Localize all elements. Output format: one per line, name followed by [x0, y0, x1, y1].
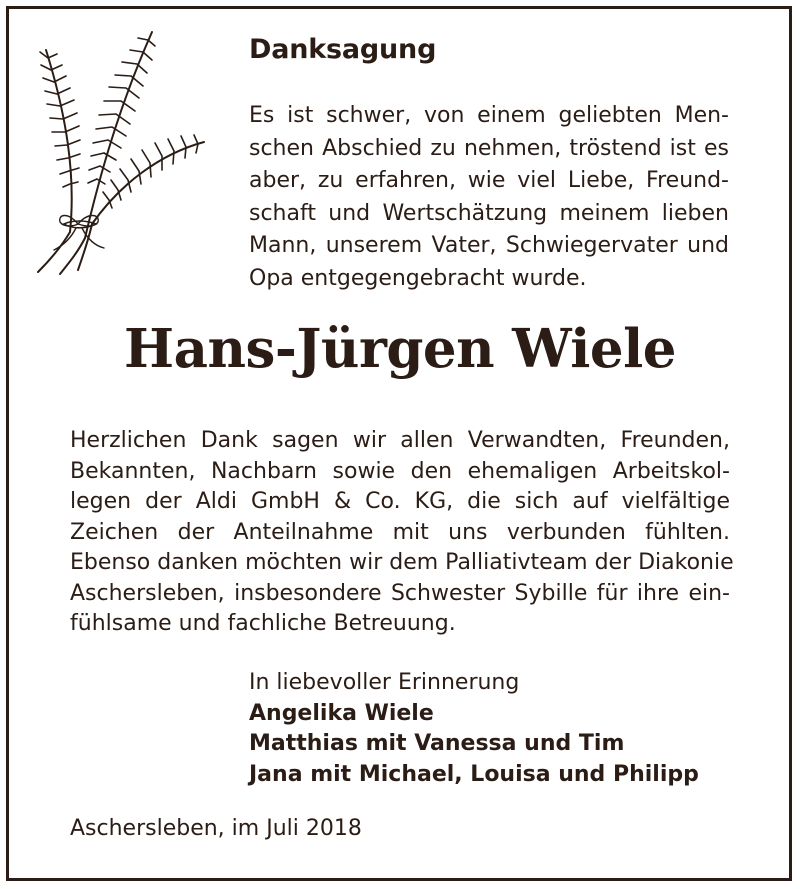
deceased-name: Hans-Jürgen Wiele	[124, 318, 676, 380]
place-date: Aschersleben, im Juli 2018	[70, 816, 362, 841]
intro-line: Opa entgegengebracht wurde.	[249, 265, 587, 291]
signatory: Matthias mit Vanessa und Tim	[249, 731, 625, 756]
thanks-line: Bekannten, Nachbarn sowie den ehemaligen Arbeitskol-	[70, 458, 730, 484]
notice-heading: Danksagung	[249, 34, 437, 65]
thanks-paragraph	[70, 426, 734, 640]
signatory: Angelika Wiele	[249, 700, 434, 726]
signatory: Jana mit Michael, Louisa und Philipp	[249, 761, 699, 787]
thanks-line: Zeichen der Anteilnahme mit uns verbunden fühlten.	[70, 519, 730, 545]
intro-paragraph	[249, 100, 729, 295]
thanks-line: Herzlichen Dank sagen wir allen Verwandten, Freunden,	[70, 428, 730, 453]
closing-block	[249, 668, 699, 790]
intro-line: schen Abschied zu nehmen, tröstend ist es	[249, 135, 729, 161]
intro-line: aber, zu erfahren, wie viel Liebe, Freund-	[249, 168, 729, 193]
thanks-line: legen der Aldi GmbH & Co. KG, die sich auf vielfältige	[70, 489, 730, 514]
thanks-line: fühlsame und fachliche Betreuung.	[70, 611, 456, 636]
intro-line: Mann, unserem Vater, Schwiegervater und	[249, 233, 729, 258]
closing-phrase: In liebevoller Erinnerung	[249, 670, 520, 695]
thanks-line: Ebenso danken möchten wir dem Palliativteam der Diakonie	[70, 550, 734, 575]
thanks-line: Aschersleben, insbesondere Schwester Sybille für ihre ein-	[70, 580, 730, 606]
intro-line: Es ist schwer, von einem geliebten Men-	[249, 103, 729, 128]
intro-line: schaft und Wertschätzung meinem lieben	[249, 200, 729, 226]
fern-bouquet-icon	[30, 24, 210, 276]
